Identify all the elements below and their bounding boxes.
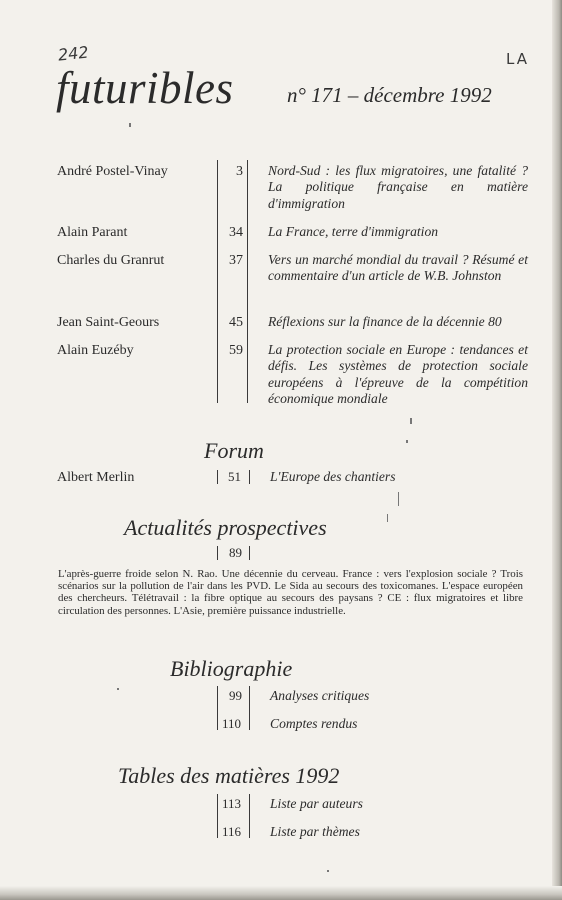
actualites-page-number: 89 (229, 545, 242, 560)
section-heading-forum: Forum (204, 438, 264, 463)
journal-title: futuribles (56, 63, 234, 113)
page-number: 3 (236, 164, 243, 179)
page-number: 34 (229, 225, 243, 240)
actualites-summary: L'après-guerre froide selon N. Rao. Une décennie du cerveau. France : vers l'explosion sociale ? Trois scénarios sur la pollution de l'air dans les PVD. Le Sida au secours des toxicomanes. L'espace européen des chercheurs. Télétravail : la fibre optique au secours des paysans ? CE : flux migratoires et libre circulation des personnes. L'Asie, première puissance industrielle. (58, 568, 523, 617)
author-name: Alain Parant (57, 225, 128, 240)
scan-speck (406, 440, 408, 443)
tables-rule-right (249, 794, 250, 838)
scan-speck (398, 492, 399, 506)
bibliographie-rule-right (249, 686, 250, 730)
forum-author: Albert Merlin (57, 470, 135, 485)
article-title: La France, terre d'immigration (268, 224, 439, 239)
bibliographie-page-number: 110 (222, 716, 242, 731)
tables-entry: Liste par thèmes (270, 824, 360, 839)
tables-page-number: 116 (222, 824, 242, 839)
scan-speck (410, 418, 412, 424)
page-number: 59 (229, 343, 243, 358)
page-number: 37 (229, 253, 243, 268)
actualites-rule-right (249, 546, 250, 560)
section-heading-bibliographie: Bibliographie (170, 656, 293, 681)
section-heading-tables: Tables des matières 1992 (118, 763, 340, 788)
forum-article-title: L'Europe des chantiers (270, 469, 396, 484)
author-name: Alain Euzéby (57, 343, 134, 358)
author-name: Charles du Granrut (57, 253, 165, 268)
article-title: Réflexions sur la finance de la décennie 80 (268, 314, 502, 329)
page-number: 45 (229, 315, 243, 330)
forum-page-number: 51 (228, 469, 241, 484)
handwritten-number: 242 (57, 42, 90, 65)
tables-page-number: 113 (222, 796, 242, 811)
forum-rule-right (249, 470, 250, 484)
handwritten-initials: LA (506, 50, 529, 68)
tables-rule-left (217, 794, 218, 838)
section-heading-actualites: Actualités prospectives (124, 515, 327, 540)
actualites-rule-left (217, 546, 218, 560)
page-edge-shadow (552, 0, 562, 900)
scan-speck (327, 870, 329, 872)
scan-speck (129, 123, 131, 127)
tables-entry: Liste par auteurs (270, 796, 363, 811)
bibliographie-entry: Analyses critiques (270, 688, 370, 703)
scan-speck (117, 688, 119, 690)
author-name: Jean Saint-Geours (57, 315, 160, 330)
bibliographie-page-number: 99 (229, 688, 242, 703)
bibliographie-rule-left (217, 686, 218, 730)
column-rule-left (217, 160, 218, 403)
article-title: La protection sociale en Europe : tendances et défis. Les systèmes de protection sociale européens à l'épreuve de la compétition économique mondiale (268, 342, 528, 407)
page-bottom-shadow (0, 886, 562, 900)
forum-rule-left (217, 470, 218, 484)
column-rule-right (247, 160, 248, 403)
scan-speck (387, 514, 388, 522)
issue-number: n° 171 – décembre 1992 (287, 83, 492, 107)
article-title: Nord-Sud : les flux migratoires, une fatalité ? La politique française en matière d'immigration (268, 163, 528, 211)
author-name: André Postel-Vinay (57, 164, 168, 179)
bibliographie-entry: Comptes rendus (270, 716, 358, 731)
article-title: Vers un marché mondial du travail ? Résumé et commentaire d'un article de W.B. Johnston (268, 252, 528, 284)
